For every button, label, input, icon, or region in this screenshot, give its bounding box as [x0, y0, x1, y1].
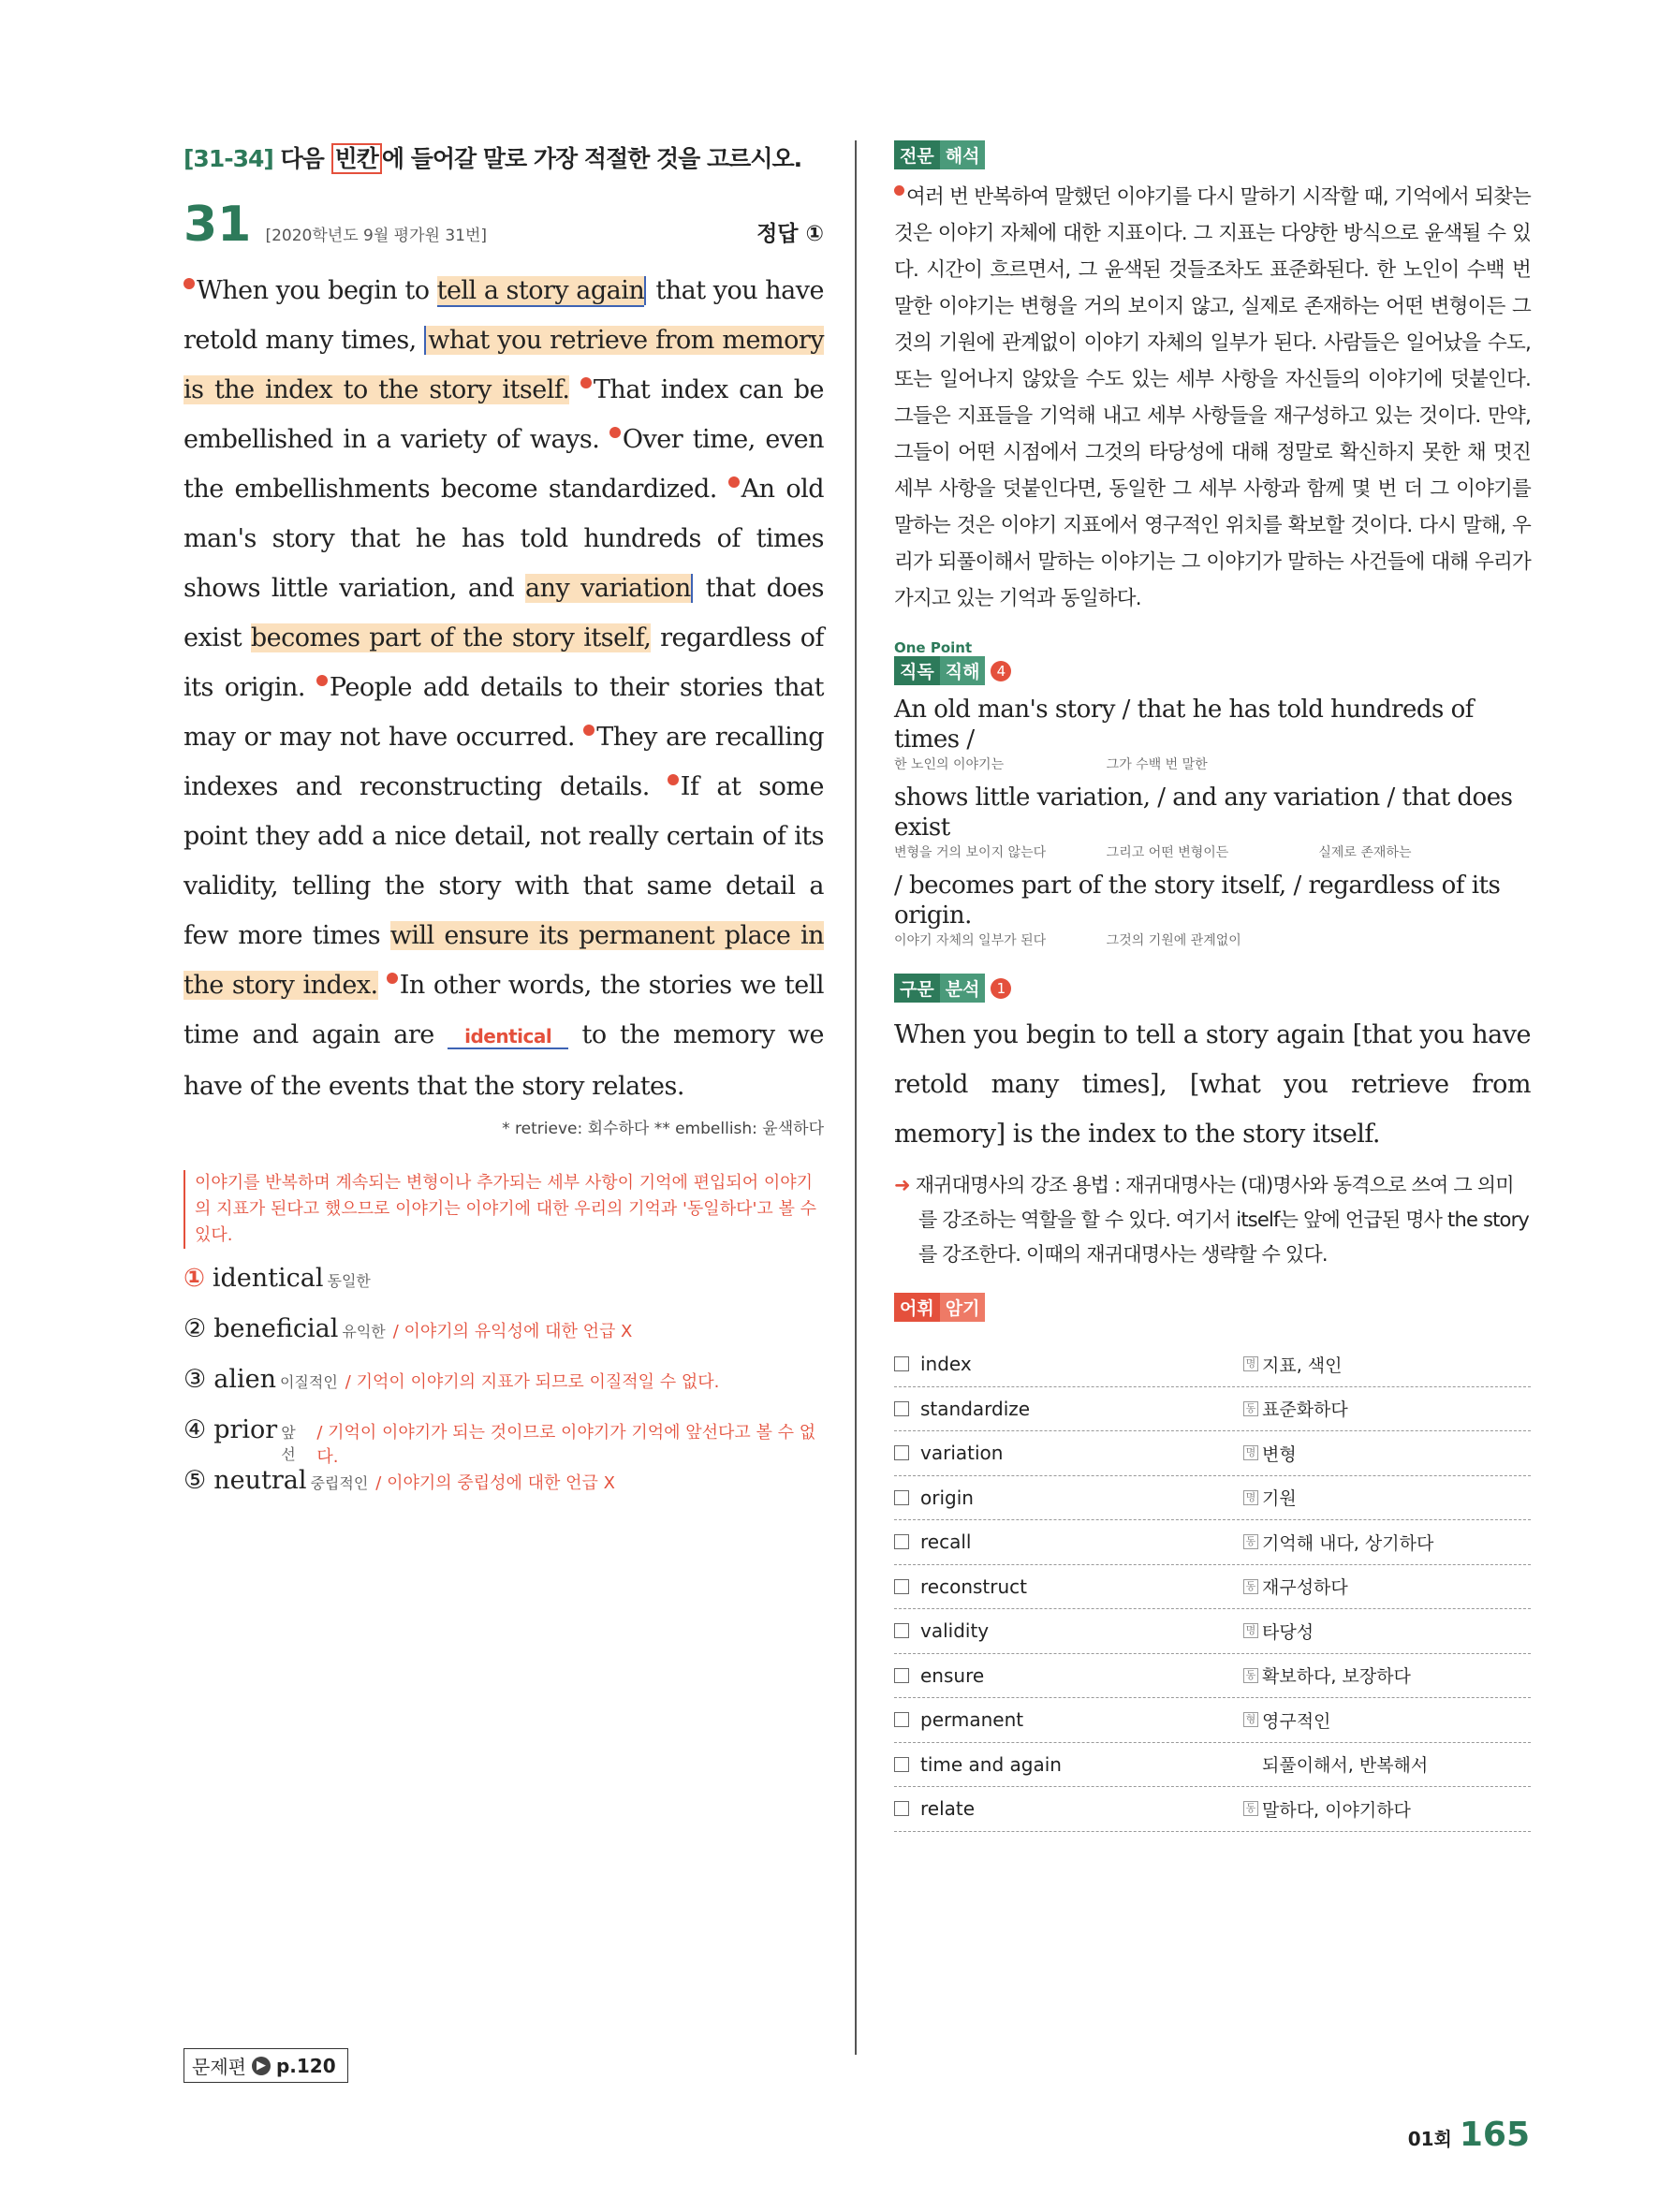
- vocab-row: [894, 1520, 1531, 1565]
- checkbox[interactable]: [894, 1623, 909, 1638]
- vocab-badge: [894, 1293, 985, 1322]
- passage-s4e: regardless of its origin.: [184, 623, 824, 702]
- vocab-word: origin: [920, 1486, 974, 1509]
- gloss: 변형을 거의 보이지 않는다: [894, 845, 1047, 860]
- pos-tag: 명: [1243, 1490, 1258, 1505]
- page-ref-page: p.120: [275, 2054, 336, 2077]
- point-number-badge: 4: [991, 661, 1011, 681]
- syntax-sentence: When you begin to tell a story again [that you have retold many times], [what you retrieve from memory] is the index to the story itself.: [894, 1020, 1531, 1149]
- blank-answer: identical: [448, 1025, 568, 1049]
- checkbox[interactable]: [894, 1801, 909, 1816]
- question-number: 31: [184, 197, 252, 253]
- instruction: [184, 140, 824, 174]
- vocab-meaning: 변형: [1262, 1443, 1297, 1465]
- vocab-meaning: 말하다, 이야기하다: [1262, 1799, 1411, 1821]
- pos-tag: 형: [1243, 1712, 1258, 1727]
- checkbox[interactable]: [894, 1668, 909, 1683]
- option-meaning: 앞선: [281, 1424, 296, 1463]
- sentence-marker: [668, 774, 679, 785]
- option-note: / 이야기의 중립성에 대한 언급 X: [375, 1473, 615, 1493]
- chunk-line-2: shows little variation, / and any variation / that does exist: [894, 784, 1513, 842]
- vocab-meaning: 지표, 색인: [1262, 1355, 1343, 1376]
- chunk-gloss-3: [894, 930, 1531, 949]
- passage-s1b: tell a story again: [436, 276, 645, 305]
- instruction-text-before: 다음: [272, 145, 331, 172]
- chunk-gloss-1: [894, 754, 1531, 773]
- vocab-meaning: 재구성하다: [1262, 1577, 1348, 1599]
- one-point-header: [894, 656, 1531, 685]
- session-label: 01회: [1407, 2128, 1452, 2150]
- vocab-word: validity: [920, 1619, 990, 1643]
- passage-s7b: will ensure its permanent place in the story index.: [184, 921, 824, 1000]
- pos-tag: 동: [1243, 1401, 1258, 1416]
- option-number: ⑤: [184, 1466, 207, 1495]
- page-ref-label: 문제편: [192, 2056, 246, 2078]
- gloss: 그리고 어떤 변형이든: [1106, 845, 1229, 860]
- passage-s1e: is the: [184, 375, 266, 404]
- checkbox[interactable]: [894, 1490, 909, 1505]
- passage-s1d: what you retrieve from memory: [424, 326, 824, 355]
- vocab-row: [894, 1565, 1531, 1610]
- chunk-reading: [894, 695, 1531, 949]
- sentence-marker: [894, 185, 904, 196]
- column-divider: [855, 140, 857, 2055]
- vocab-row: [894, 1387, 1531, 1432]
- chunk-line-3: / becomes part of the story itself, / regardless of its origin.: [894, 872, 1501, 930]
- passage-s6: They are recalling indexes and reconstructing details.: [184, 723, 824, 801]
- pos-tag: 동: [1243, 1668, 1258, 1683]
- sentence-marker: [387, 973, 398, 984]
- syntax-badge: [894, 974, 985, 1003]
- sentence-marker: [728, 476, 740, 488]
- question-header: [184, 197, 824, 253]
- option-number: ①: [184, 1264, 205, 1293]
- passage-s5: People add details to their stories that may or may not have occurred.: [184, 673, 824, 752]
- option-word: identical: [212, 1264, 324, 1293]
- option-word: beneficial: [213, 1314, 339, 1343]
- vocab-word: ensure: [920, 1663, 985, 1687]
- checkbox[interactable]: [894, 1445, 909, 1460]
- gloss: [1318, 930, 1531, 949]
- vocab-row: [894, 1431, 1531, 1476]
- handwritten-note: 이야기를 반복하며 계속되는 변형이나 추가되는 세부 사항이 기억에 편입되어 이야기의 지표가 된다고 했으므로 이야기는 이야기에 대한 우리의 기억과 '동일하다'고 볼 수 있다.: [184, 1170, 824, 1249]
- checkbox[interactable]: [894, 1401, 909, 1416]
- vocab-list: [894, 1342, 1531, 1832]
- option-number: ②: [184, 1314, 207, 1343]
- syntax-header: [894, 974, 1531, 1003]
- option-note: / 기억이 이야기가 되는 것이므로 이야기가 기억에 앞선다고 볼 수 없다.: [316, 1423, 816, 1467]
- badge-part: 어휘: [894, 1293, 940, 1322]
- vocab-meaning: 영구적인: [1262, 1710, 1331, 1732]
- option-word: prior: [213, 1415, 278, 1444]
- syntax-note: [894, 1168, 1531, 1272]
- option-word: neutral: [213, 1466, 307, 1495]
- option-meaning: 중립적인: [310, 1474, 369, 1492]
- full-translation-badge: [894, 140, 985, 169]
- one-point-label: One Point: [894, 639, 973, 656]
- badge-part: 구문: [894, 974, 940, 1003]
- gloss: [1318, 754, 1531, 773]
- option-meaning: 이질적인: [279, 1373, 338, 1391]
- syntax-number-badge: 1: [991, 978, 1011, 999]
- pos-tag: 동: [1243, 1534, 1258, 1549]
- pos-tag: 명: [1243, 1356, 1258, 1371]
- passage-s1c: that you have retold many times,: [184, 276, 824, 355]
- vocab-row: [894, 1342, 1531, 1387]
- badge-part: 암기: [940, 1293, 986, 1322]
- badge-part: 해석: [940, 140, 986, 169]
- passage-s2: That index can be embellished in a variety of ways.: [184, 375, 825, 454]
- vocab-row: [894, 1698, 1531, 1743]
- vocab-word: time and again: [920, 1752, 1062, 1776]
- option-meaning: 유익한: [342, 1323, 386, 1340]
- pos-tag: 동: [1243, 1801, 1258, 1816]
- instruction-boxed-word: 빈칸: [331, 143, 382, 174]
- option-meaning: 동일한: [327, 1272, 371, 1290]
- option-3[interactable]: [184, 1365, 824, 1415]
- sentence-marker: [580, 377, 592, 388]
- arrow-right-icon: ▶: [252, 2057, 271, 2075]
- passage-s1f: index to the story itself.: [265, 375, 570, 404]
- option-4[interactable]: [184, 1415, 824, 1466]
- option-5[interactable]: [184, 1466, 824, 1516]
- option-note: / 이야기의 유익성에 대한 언급 X: [392, 1322, 633, 1341]
- gloss: 그것의 기원에 관계없이: [1106, 933, 1241, 948]
- page-number: 165: [1459, 2116, 1530, 2154]
- vocab-meaning: 확보하다, 보장하다: [1262, 1666, 1411, 1688]
- page-footer: [1408, 2116, 1530, 2154]
- vocab-row: [894, 1609, 1531, 1654]
- option-2[interactable]: [184, 1314, 824, 1365]
- option-number: ④: [184, 1415, 207, 1444]
- gloss: 한 노인의 이야기는: [894, 757, 1005, 772]
- sentence-marker: [184, 278, 195, 289]
- option-number: ③: [184, 1365, 207, 1394]
- vocab-row: [894, 1476, 1531, 1521]
- left-column: [184, 140, 824, 1516]
- gloss: 이야기 자체의 일부가 된다: [894, 933, 1047, 948]
- arrow-right-icon: ➜: [894, 1174, 910, 1196]
- passage: [184, 266, 824, 1111]
- sentence-marker: [583, 725, 595, 736]
- passage-s1a: When you begin to: [197, 276, 437, 305]
- pos-tag: 동: [1243, 1579, 1258, 1594]
- passage-s7a: If at some point they add a nice detail, not really certain of its validity, telling the story with that same detail a few more times: [184, 772, 824, 950]
- option-word: alien: [213, 1365, 276, 1394]
- checkbox[interactable]: [894, 1712, 909, 1727]
- checkbox[interactable]: [894, 1534, 909, 1549]
- vocab-meaning: 되풀이해서, 반복해서: [1262, 1755, 1429, 1777]
- badge-part: 분석: [940, 974, 986, 1003]
- gloss: 그가 수백 번 말한: [1106, 757, 1208, 772]
- badge-part: 직독: [894, 656, 940, 685]
- passage-s8a: In other words, the stories we tell time and again are: [184, 971, 825, 1049]
- direct-translation-badge: [894, 656, 985, 685]
- checkbox[interactable]: [894, 1757, 909, 1772]
- glossary: * retrieve: 회수하다 ** embellish: 윤색하다: [502, 1120, 824, 1138]
- vocab-meaning: 기억해 내다, 상기하다: [1262, 1532, 1434, 1554]
- vocab-word: permanent: [920, 1708, 1024, 1732]
- passage-s8b: to the memory we have of the events that the story relates.: [184, 1020, 825, 1101]
- answer-options: [184, 1264, 824, 1516]
- badge-part: 전문: [894, 140, 940, 169]
- vocab-meaning: 타당성: [1262, 1621, 1314, 1643]
- full-translation-text: [894, 179, 1531, 617]
- vocab-word: index: [920, 1353, 972, 1376]
- sentence-marker: [609, 427, 621, 438]
- vocab-word: relate: [920, 1797, 976, 1821]
- vocab-row: [894, 1743, 1531, 1788]
- vocab-word: variation: [920, 1442, 1004, 1465]
- syntax-note-text: 재귀대명사의 강조 용법 : 재귀대명사는 (대)명사와 동격으로 쓰여 그 의미를 강조하는 역할을 할 수 있다. 여기서 itself는 앞에 언급된 명사 the story를 강조한다. 이때의 재귀대명사는 생략할 수 있다.: [915, 1174, 1530, 1266]
- vocab-row: [894, 1787, 1531, 1832]
- translation-body: 여러 번 반복하여 말했던 이야기를 다시 말하기 시작할 때, 기억에서 되찾는 것은 이야기 자체에 대한 지표이다. 그 지표는 다양한 방식으로 윤색될 수 있다. 시간이 흐르면서, 그 윤색된 것들조차도 표준화된다. 한 노인이 수백 번 말한 이야기는 변형을 거의 보이지 않고, 실제로 존재하는 어떤 변형이든 그것의 기원에 관계없이 이야기 자체의 일부가 된다. 사람들은 일어났을 수도, 또는 일어나지 않았을 수도 있는 세부 사항을 자신들의 이야기에 덧붙인다. 그들은 지표들을 기억해 내고 세부 사항들을 재구성하고 있는 것이다. 만약, 그들이 어떤 시점에서 그것의 타당성에 대해 정말로 확신하지 못한 채 멋진 세부 사항을 덧붙인다면, 동일한 그 세부 사항과 함께 몇 번 더 그 이야기를 말하는 것은 이야기 지표에서 영구적인 위치를 확보할 것이다. 다시 말해, 우리가 되풀이해서 말하는 이야기는 그 이야기가 말하는 사건들에 대해 우리가 가지고 있는 기억과 동일하다.: [894, 185, 1531, 610]
- passage-s4d: becomes part of the story itself,: [250, 623, 652, 652]
- option-note: / 기억이 이야기의 지표가 되므로 이질적일 수 없다.: [345, 1372, 720, 1392]
- passage-s4a: An old man's story that he has told hundreds of times shows little variation, and: [184, 475, 825, 603]
- checkbox[interactable]: [894, 1356, 909, 1371]
- question-source: [2020학년도 9월 평가원 31번]: [265, 227, 488, 245]
- sentence-marker: [316, 675, 328, 686]
- vocab-word: reconstruct: [920, 1575, 1027, 1598]
- pos-tag: 명: [1243, 1623, 1258, 1638]
- vocab-word: recall: [920, 1531, 972, 1554]
- answer-label: 정답 ①: [756, 222, 824, 246]
- option-1[interactable]: [184, 1264, 824, 1314]
- chunk-gloss-2: [894, 842, 1531, 861]
- checkbox[interactable]: [894, 1579, 909, 1594]
- vocab-meaning: 표준화하다: [1262, 1399, 1348, 1421]
- pos-tag: 명: [1243, 1445, 1258, 1460]
- gloss: 실제로 존재하는: [1318, 845, 1412, 860]
- problem-page-link[interactable]: [184, 2048, 348, 2083]
- vocab-meaning: 기원: [1262, 1488, 1297, 1510]
- passage-s4c: that does exist: [184, 574, 825, 652]
- vocab-word: standardize: [920, 1397, 1031, 1420]
- badge-part: 직해: [940, 656, 986, 685]
- instruction-text-after: 에 들어갈 말로 가장 적절한 것을 고르시오.: [381, 145, 802, 172]
- passage-s4b: any variation: [524, 574, 691, 603]
- vocab-row: [894, 1654, 1531, 1699]
- question-range: [31-34]: [184, 145, 273, 172]
- passage-s3: Over time, even the embellishments become standardized.: [184, 425, 824, 504]
- chunk-line-1: An old man's story / that he has told hundreds of times /: [894, 696, 1474, 754]
- right-column: [894, 140, 1531, 1832]
